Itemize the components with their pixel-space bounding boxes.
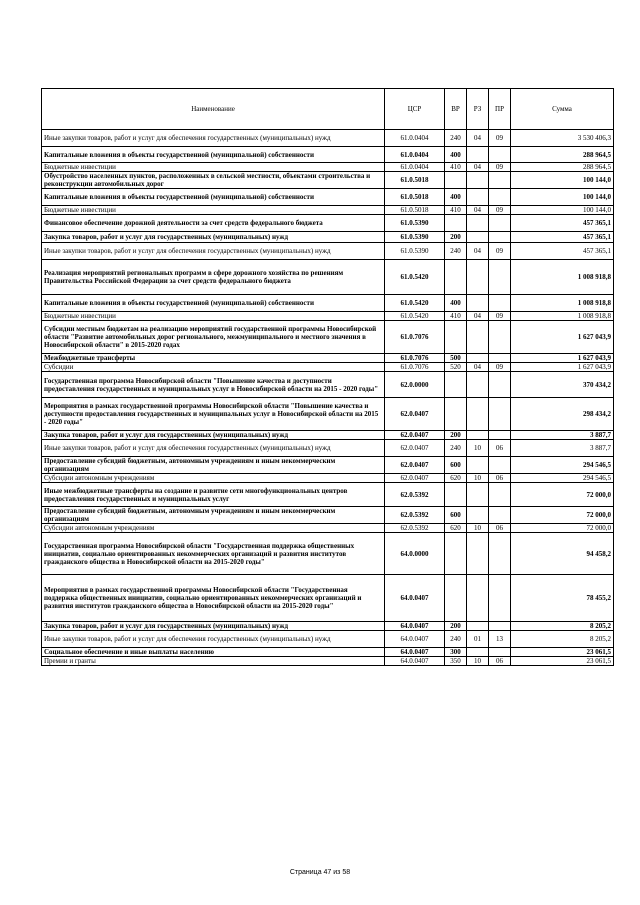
cell-sum: 78 455,2 xyxy=(511,575,614,622)
cell-pr xyxy=(489,483,511,507)
cell-pr xyxy=(489,321,511,354)
table-row xyxy=(42,648,614,657)
cell-csr: 62.0.0407 xyxy=(385,431,445,440)
cell-rz xyxy=(467,321,489,354)
table-row xyxy=(42,657,614,666)
cell-vr: 600 xyxy=(445,507,467,524)
cell-sum: 457 365,1 xyxy=(511,232,614,243)
cell-sum: 294 546,5 xyxy=(511,457,614,474)
cell-rz xyxy=(467,457,489,474)
cell-rz: 04 xyxy=(467,130,489,147)
cell-csr: 64.0.0000 xyxy=(385,533,445,575)
table-row xyxy=(42,372,614,398)
table-row xyxy=(42,147,614,163)
cell-csr: 61.0.7076 xyxy=(385,354,445,363)
cell-rz xyxy=(467,354,489,363)
cell-name: Государственная программа Новосибирской области "Повышение качества и доступности предоставления государственных и муниципальных услуг в Новосибирской области на 2015 - 2020 годы" xyxy=(42,372,385,398)
cell-vr xyxy=(445,575,467,622)
cell-rz xyxy=(467,295,489,312)
cell-rz: 04 xyxy=(467,312,489,321)
cell-vr: 240 xyxy=(445,130,467,147)
cell-csr: 62.0.0407 xyxy=(385,474,445,483)
cell-csr: 62.0.5392 xyxy=(385,507,445,524)
table-row xyxy=(42,354,614,363)
cell-name: Государственная программа Новосибирской области "Государственная поддержка общественных инициатив, социально ориентированных некоммерческих организаций и развития институтов гражданского общества в Новосибирской области на 2015-2020 годы" xyxy=(42,533,385,575)
cell-name: Субсидии автономным учреждениям xyxy=(42,474,385,483)
cell-name: Иные закупки товаров, работ и услуг для обеспечения государственных (муниципальных) нужд xyxy=(42,631,385,648)
cell-vr xyxy=(445,398,467,431)
cell-rz: 10 xyxy=(467,440,489,457)
cell-rz xyxy=(467,147,489,163)
cell-pr xyxy=(489,189,511,206)
cell-sum: 3 887,7 xyxy=(511,431,614,440)
header-name: Наименование xyxy=(42,89,385,130)
cell-name: Реализация мероприятий региональных программ в сфере дорожного хозяйства по решениям Правительства Российской Федерации за счет средств федерального бюджета xyxy=(42,260,385,295)
cell-rz xyxy=(467,533,489,575)
cell-csr: 61.0.7076 xyxy=(385,321,445,354)
table-row xyxy=(42,163,614,172)
cell-pr: 06 xyxy=(489,524,511,533)
cell-csr: 61.0.7076 xyxy=(385,363,445,372)
cell-name: Иные закупки товаров, работ и услуг для обеспечения государственных (муниципальных) нужд xyxy=(42,130,385,147)
cell-sum: 72 000,0 xyxy=(511,507,614,524)
cell-vr: 500 xyxy=(445,354,467,363)
cell-rz xyxy=(467,398,489,431)
cell-name: Предоставление субсидий бюджетным, автономным учреждениям и иным некоммерческим организациям xyxy=(42,507,385,524)
cell-csr: 62.0.5392 xyxy=(385,483,445,507)
cell-sum: 1 627 043,9 xyxy=(511,321,614,354)
table-row xyxy=(42,206,614,215)
cell-vr: 400 xyxy=(445,189,467,206)
table-row xyxy=(42,189,614,206)
table-row xyxy=(42,483,614,507)
cell-name: Капитальные вложения в объекты государственной (муниципальной) собственности xyxy=(42,295,385,312)
cell-name: Субсидии автономным учреждениям xyxy=(42,524,385,533)
cell-csr: 61.0.5018 xyxy=(385,172,445,189)
cell-pr xyxy=(489,147,511,163)
cell-sum: 94 458,2 xyxy=(511,533,614,575)
cell-vr xyxy=(445,533,467,575)
cell-name: Иные закупки товаров, работ и услуг для обеспечения государственных (муниципальных) нужд xyxy=(42,243,385,260)
cell-name: Закупка товаров, работ и услуг для государственных (муниципальных) нужд xyxy=(42,232,385,243)
cell-pr xyxy=(489,533,511,575)
cell-vr: 200 xyxy=(445,622,467,631)
cell-pr: 09 xyxy=(489,363,511,372)
cell-sum: 288 964,5 xyxy=(511,163,614,172)
cell-pr: 06 xyxy=(489,474,511,483)
cell-pr: 09 xyxy=(489,206,511,215)
cell-vr: 620 xyxy=(445,474,467,483)
table-row xyxy=(42,622,614,631)
cell-rz: 10 xyxy=(467,657,489,666)
cell-rz xyxy=(467,372,489,398)
cell-csr: 61.0.5018 xyxy=(385,189,445,206)
table-row xyxy=(42,243,614,260)
cell-vr xyxy=(445,321,467,354)
cell-vr: 620 xyxy=(445,524,467,533)
cell-rz xyxy=(467,260,489,295)
cell-rz xyxy=(467,648,489,657)
cell-vr xyxy=(445,260,467,295)
cell-csr: 62.0.0407 xyxy=(385,398,445,431)
cell-sum: 1 008 918,8 xyxy=(511,260,614,295)
cell-pr: 13 xyxy=(489,631,511,648)
cell-vr xyxy=(445,483,467,507)
cell-csr: 62.0.0407 xyxy=(385,440,445,457)
cell-pr: 09 xyxy=(489,130,511,147)
cell-sum: 100 144,0 xyxy=(511,189,614,206)
cell-name: Бюджетные инвестиции xyxy=(42,312,385,321)
cell-sum: 8 205,2 xyxy=(511,622,614,631)
cell-name: Субсидии xyxy=(42,363,385,372)
cell-csr: 61.0.5420 xyxy=(385,295,445,312)
cell-pr xyxy=(489,575,511,622)
cell-vr: 400 xyxy=(445,295,467,312)
table-row xyxy=(42,631,614,648)
cell-csr: 61.0.0404 xyxy=(385,163,445,172)
cell-rz: 04 xyxy=(467,363,489,372)
table-row xyxy=(42,575,614,622)
cell-pr: 09 xyxy=(489,312,511,321)
cell-rz xyxy=(467,172,489,189)
cell-csr: 62.0.0000 xyxy=(385,372,445,398)
cell-name: Закупка товаров, работ и услуг для государственных (муниципальных) нужд xyxy=(42,622,385,631)
cell-vr: 240 xyxy=(445,631,467,648)
cell-pr xyxy=(489,172,511,189)
cell-csr: 64.0.0407 xyxy=(385,657,445,666)
cell-csr: 64.0.0407 xyxy=(385,622,445,631)
header-vr: ВР xyxy=(445,89,467,130)
cell-name: Иные закупки товаров, работ и услуг для обеспечения государственных (муниципальных) нужд xyxy=(42,440,385,457)
cell-sum: 23 061,5 xyxy=(511,657,614,666)
cell-rz xyxy=(467,431,489,440)
table-header-row xyxy=(42,89,614,130)
cell-vr: 520 xyxy=(445,363,467,372)
header-sum: Сумма xyxy=(511,89,614,130)
cell-sum: 1 627 043,9 xyxy=(511,363,614,372)
cell-vr: 410 xyxy=(445,163,467,172)
cell-pr xyxy=(489,431,511,440)
cell-pr: 09 xyxy=(489,163,511,172)
cell-name: Социальное обеспечение и иные выплаты населению xyxy=(42,648,385,657)
cell-vr: 200 xyxy=(445,232,467,243)
cell-pr xyxy=(489,372,511,398)
cell-sum: 23 061,5 xyxy=(511,648,614,657)
cell-pr xyxy=(489,457,511,474)
cell-vr xyxy=(445,215,467,232)
cell-rz: 10 xyxy=(467,474,489,483)
table-body xyxy=(42,130,614,666)
table-row xyxy=(42,260,614,295)
cell-sum: 457 365,1 xyxy=(511,243,614,260)
cell-csr: 61.0.5390 xyxy=(385,232,445,243)
cell-pr xyxy=(489,215,511,232)
cell-name: Межбюджетные трансферты xyxy=(42,354,385,363)
cell-csr: 64.0.0407 xyxy=(385,631,445,648)
cell-sum: 100 144,0 xyxy=(511,206,614,215)
cell-csr: 61.0.5390 xyxy=(385,243,445,260)
table-row xyxy=(42,431,614,440)
cell-name: Предоставление субсидий бюджетным, автономным учреждениям и иным некоммерческим организациям xyxy=(42,457,385,474)
cell-sum: 72 000,0 xyxy=(511,524,614,533)
cell-name: Капитальные вложения в объекты государственной (муниципальной) собственности xyxy=(42,147,385,163)
table-row xyxy=(42,295,614,312)
cell-sum: 1 008 918,8 xyxy=(511,295,614,312)
table-row xyxy=(42,533,614,575)
cell-csr: 62.0.0407 xyxy=(385,457,445,474)
cell-sum: 3 530 406,3 xyxy=(511,130,614,147)
table-row xyxy=(42,232,614,243)
table-row xyxy=(42,474,614,483)
cell-csr: 61.0.5390 xyxy=(385,215,445,232)
cell-vr: 350 xyxy=(445,657,467,666)
cell-sum: 294 546,5 xyxy=(511,474,614,483)
cell-csr: 61.0.0404 xyxy=(385,147,445,163)
cell-vr: 300 xyxy=(445,648,467,657)
table-row xyxy=(42,130,614,147)
table-row xyxy=(42,507,614,524)
cell-rz xyxy=(467,215,489,232)
cell-name: Финансовое обеспечение дорожной деятельности за счет средств федерального бюджета xyxy=(42,215,385,232)
cell-name: Мероприятия в рамках государственной программы Новосибирской области "Государственная поддержка общественных инициатив, социально ориентированных некоммерческих организаций и развития институтов гражданского общества в Новосибирской области на 2015-2020 годы" xyxy=(42,575,385,622)
cell-rz xyxy=(467,483,489,507)
cell-name: Субсидии местным бюджетам на реализацию мероприятий государственной программы Новосибирской области "Развитие автомобильных дорог регионального, межмуниципального и местного значения в Новосибирской области" в 2015-2020 годах xyxy=(42,321,385,354)
cell-csr: 61.0.0404 xyxy=(385,130,445,147)
table-row xyxy=(42,363,614,372)
cell-rz xyxy=(467,622,489,631)
cell-rz: 04 xyxy=(467,163,489,172)
cell-sum: 1 627 043,9 xyxy=(511,354,614,363)
cell-csr: 61.0.5018 xyxy=(385,206,445,215)
table-row xyxy=(42,321,614,354)
cell-csr: 64.0.0407 xyxy=(385,648,445,657)
cell-pr xyxy=(489,354,511,363)
cell-name: Бюджетные инвестиции xyxy=(42,163,385,172)
cell-name: Обустройство населенных пунктов, расположенных в сельской местности, объектами строительства и реконструкции автомобильных дорог xyxy=(42,172,385,189)
cell-sum: 100 144,0 xyxy=(511,172,614,189)
cell-pr xyxy=(489,295,511,312)
header-rz: РЗ xyxy=(467,89,489,130)
cell-vr: 240 xyxy=(445,243,467,260)
budget-table xyxy=(41,88,614,666)
cell-rz: 01 xyxy=(467,631,489,648)
cell-rz xyxy=(467,189,489,206)
cell-sum: 370 434,2 xyxy=(511,372,614,398)
cell-pr xyxy=(489,232,511,243)
cell-pr xyxy=(489,507,511,524)
cell-pr: 09 xyxy=(489,243,511,260)
table-row xyxy=(42,457,614,474)
cell-rz: 04 xyxy=(467,243,489,260)
cell-name: Закупка товаров, работ и услуг для государственных (муниципальных) нужд xyxy=(42,431,385,440)
table-row xyxy=(42,524,614,533)
cell-sum: 8 205,2 xyxy=(511,631,614,648)
cell-sum: 298 434,2 xyxy=(511,398,614,431)
header-pr: ПР xyxy=(489,89,511,130)
cell-csr: 61.0.5420 xyxy=(385,260,445,295)
header-csr: ЦСР xyxy=(385,89,445,130)
cell-rz xyxy=(467,232,489,243)
table-row xyxy=(42,215,614,232)
cell-csr: 64.0.0407 xyxy=(385,575,445,622)
cell-pr: 06 xyxy=(489,657,511,666)
cell-name: Бюджетные инвестиции xyxy=(42,206,385,215)
cell-vr: 240 xyxy=(445,440,467,457)
cell-vr: 200 xyxy=(445,431,467,440)
cell-rz: 10 xyxy=(467,524,489,533)
cell-name: Капитальные вложения в объекты государственной (муниципальной) собственности xyxy=(42,189,385,206)
cell-pr xyxy=(489,260,511,295)
cell-pr xyxy=(489,648,511,657)
table-row xyxy=(42,312,614,321)
cell-pr xyxy=(489,622,511,631)
page-footer: Страница 47 из 58 xyxy=(289,869,351,876)
cell-vr xyxy=(445,372,467,398)
cell-name: Премии и гранты xyxy=(42,657,385,666)
cell-csr: 61.0.5420 xyxy=(385,312,445,321)
cell-csr: 62.0.5392 xyxy=(385,524,445,533)
cell-pr: 06 xyxy=(489,440,511,457)
cell-sum: 72 000,0 xyxy=(511,483,614,507)
cell-vr: 400 xyxy=(445,147,467,163)
cell-vr: 410 xyxy=(445,312,467,321)
cell-vr: 600 xyxy=(445,457,467,474)
table-row xyxy=(42,440,614,457)
cell-sum: 1 008 918,8 xyxy=(511,312,614,321)
cell-rz: 04 xyxy=(467,206,489,215)
cell-vr xyxy=(445,172,467,189)
cell-rz xyxy=(467,507,489,524)
cell-name: Мероприятия в рамках государственной программы Новосибирской области "Повышение качества и доступности предоставления государственных и муниципальных услуг в Новосибирской области на 2015 - 2020 годы" xyxy=(42,398,385,431)
cell-rz xyxy=(467,575,489,622)
table-row xyxy=(42,398,614,431)
cell-sum: 3 887,7 xyxy=(511,440,614,457)
cell-sum: 457 365,1 xyxy=(511,215,614,232)
cell-vr: 410 xyxy=(445,206,467,215)
table-row xyxy=(42,172,614,189)
cell-pr xyxy=(489,398,511,431)
cell-name: Иные межбюджетные трансферты на создание и развитие сети многофункциональных центров предоставления государственных и муниципальных услуг xyxy=(42,483,385,507)
cell-sum: 288 964,5 xyxy=(511,147,614,163)
